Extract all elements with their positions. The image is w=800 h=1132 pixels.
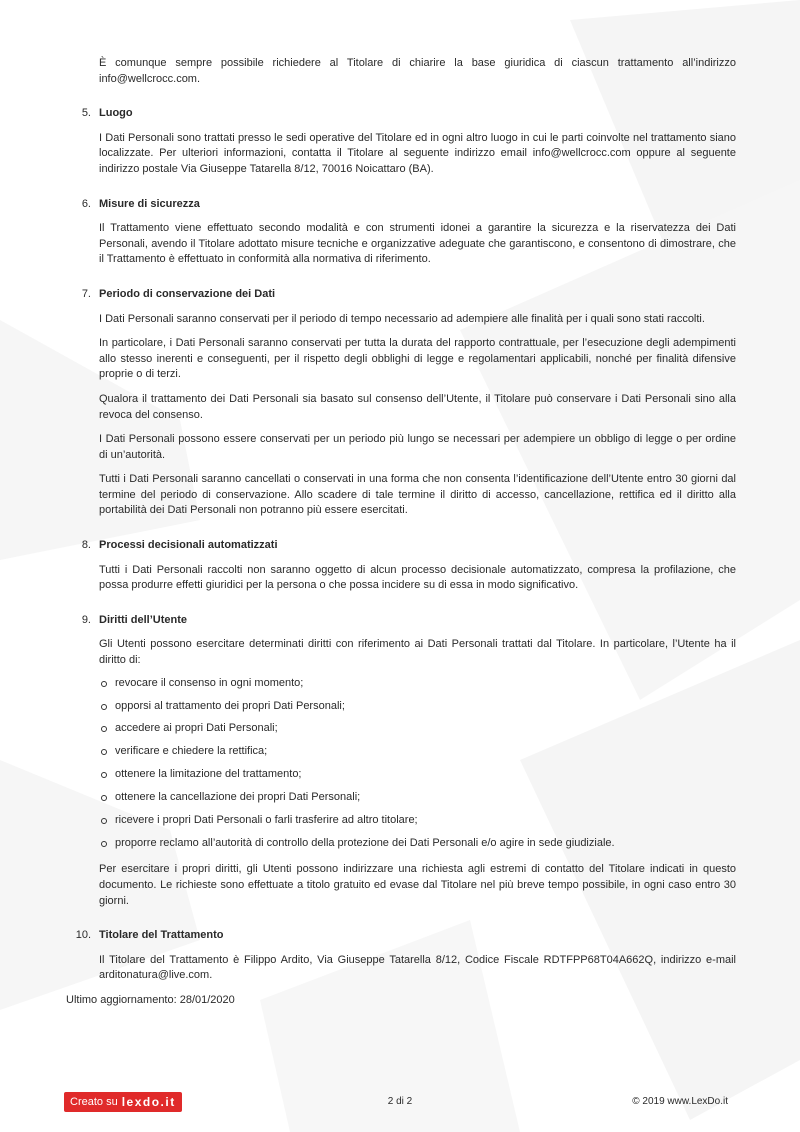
copyright-text: © 2019 www.LexDo.it (632, 1096, 728, 1107)
section-7-paragraph-1: I Dati Personali saranno conservati per il periodo di tempo necessario ad adempiere alle finalità per i quali sono stati raccolti. (99, 312, 705, 325)
section-6-heading (81, 197, 736, 213)
section-number: 8. (81, 539, 91, 552)
list-item: ottenere la limitazione del trattamento; (99, 767, 736, 783)
section-10-heading (75, 928, 736, 944)
section-number: 7. (81, 287, 91, 300)
section-5-heading (81, 106, 736, 122)
list-item: ricevere i propri Dati Personali o farli trasferire ad altro titolare; (99, 813, 736, 829)
intro-paragraph: È comunque sempre possibile richiedere al Titolare di chiarire la base giuridica di ciascun trattamento all’indirizzo info@wellcrocc.com. (99, 57, 736, 85)
rights-list (99, 676, 736, 852)
section-7-heading (81, 287, 736, 303)
brand-logo-text: lexdo.it (121, 1095, 176, 1109)
section-number: 5. (81, 107, 91, 120)
section-number: 9. (81, 613, 91, 626)
list-item: accedere ai propri Dati Personali; (99, 721, 736, 737)
list-item: proporre reclamo all’autorità di controllo della protezione dei Dati Personali e/o agire in sede giudiziale. (99, 836, 736, 852)
section-title: Diritti dell’Utente (99, 613, 188, 626)
section-9-paragraph-2: Per esercitare i propri diritti, gli Utenti possono indirizzare una richiesta agli estremi di contatto del Titolare indicati in questo documento. Le richieste sono effettuate a titolo gratuito ed evase dal Titolare nel più breve tempo possibile, in ogni caso entro 30 giorni. (99, 863, 736, 907)
page-footer (0, 1092, 800, 1114)
section-5-paragraph: I Dati Personali sono trattati presso le sedi operative del Titolare ed in ogni altro luogo in cui le parti coinvolte nel trattamento siano localizzate. Per ulteriori informazioni, contatta il Titolare al seguente indirizzo email info@wellcrocc.com oppure al seguente indirizzo postale Via Giuseppe Tatarella 8/12, 70016 Noicattaro (BA). (99, 131, 736, 175)
section-7-paragraph-3: Qualora il trattamento dei Dati Personali sia basato sul consenso dell’Utente, il Titolare può conservare i Dati Personali sino alla revoca del consenso. (99, 392, 736, 421)
list-item: verificare e chiedere la rettifica; (99, 744, 736, 760)
list-item: opporsi al trattamento dei propri Dati Personali; (99, 699, 736, 715)
section-title: Luogo (99, 107, 133, 120)
section-7-paragraph-4: I Dati Personali possono essere conservati per un periodo più lungo se necessari per adempiere un obbligo di legge o per ordine di un’autorità. (99, 433, 736, 461)
section-9-paragraph-1: Gli Utenti possono esercitare determinati diritti con riferimento ai Dati Personali trattati dal Titolare. In particolare, l’Utente ha il diritto di: (99, 638, 736, 667)
list-item: ottenere la cancellazione dei propri Dati Personali; (99, 790, 736, 806)
section-8-paragraph: Tutti i Dati Personali raccolti non saranno oggetto di alcun processo decisionale automatizzato, compresa la profilazione, che possa produrre effetti giuridici per la persona o che possa incidere su di essa in modo significativo. (99, 563, 736, 592)
section-7-paragraph-5: Tutti i Dati Personali saranno cancellati o conservati in una forma che non consenta l’identificazione dell’Utente entro 30 giorni dal termine del periodo di conservazione. Allo scadere di tale termine il diritto di accesso, cancellazione, rettifica ed il diritto alla portabilità dei Dati Personali non potranno più essere esercitati. (99, 473, 736, 517)
section-title: Titolare del Trattamento (99, 929, 224, 942)
section-6-paragraph: Il Trattamento viene effettuato secondo modalità e con strumenti idonei a garantire la sicurezza e la riservatezza dei Dati Personali, avendo il Titolare adottato misure tecniche e organizzative adeguate che garantiscono, e consentono di dimostrare, che il Trattamento è effettuato in conformità alla normativa di riferimento. (99, 222, 736, 266)
document-body (66, 56, 736, 1009)
section-number: 6. (81, 197, 91, 210)
brand-prefix: Creato su (70, 1096, 118, 1108)
section-8-heading (81, 538, 736, 554)
section-number: 10. (75, 929, 91, 942)
section-7-paragraph-2: In particolare, i Dati Personali saranno conservati per tutta la durata del rapporto contrattuale, per l’esecuzione degli adempimenti allo stesso inerenti e conseguenti, per il rispetto degli obblighi di legge e regolamentari applicabili, nonché per finalità difensive proprie o di terzi. (99, 337, 736, 381)
section-9-heading (81, 613, 736, 629)
section-title: Processi decisionali automatizzati (99, 539, 278, 552)
page-number: 2 di 2 (387, 1096, 413, 1107)
section-title: Periodo di conservazione dei Dati (99, 287, 276, 300)
last-updated: Ultimo aggiornamento: 28/01/2020 (66, 994, 235, 1007)
section-10-paragraph: Il Titolare del Trattamento è Filippo Ardito, Via Giuseppe Tatarella 8/12, Codice Fiscale RDTFPP68T04A662Q, indirizzo e-mail arditonatura@live.com. (99, 953, 736, 982)
section-title: Misure di sicurezza (99, 197, 200, 210)
list-item: revocare il consenso in ogni momento; (99, 676, 736, 692)
